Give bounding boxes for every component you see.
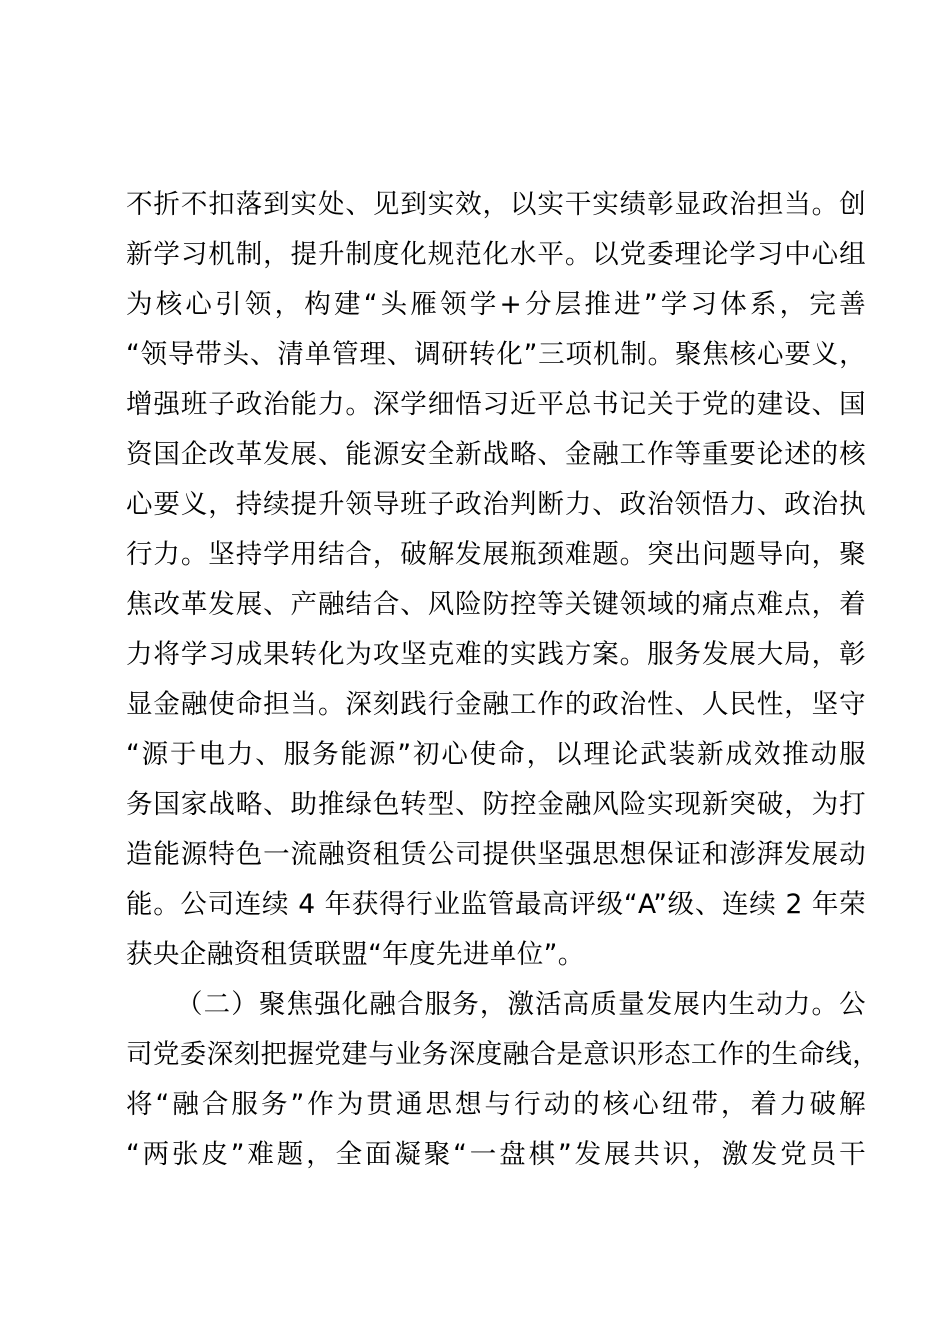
body-text xyxy=(126,180,880,1180)
text-line: 心要义，持续提升领导班子政治判断力、政治领悟力、政治执 xyxy=(126,489,866,520)
text-line: 显金融使命担当。深刻践行金融工作的政治性、人民性，坚守 xyxy=(126,689,866,720)
text-line: 行力。坚持学用结合，破解发展瓶颈难题。突出问题导向，聚 xyxy=(126,539,866,570)
text-line: “领导带头、清单管理、调研转化”三项机制。聚焦核心要义， xyxy=(126,339,866,370)
text-line: “两张皮”难题，全面凝聚“一盘棋”发展共识，激发党员干 xyxy=(126,1139,866,1170)
text-line: 资国企改革发展、能源安全新战略、金融工作等重要论述的核 xyxy=(126,439,866,470)
text-line: 能。公司连续 4 年获得行业监管最高评级“A”级、连续 2 年荣 xyxy=(126,889,866,920)
text-line: “源于电力、服务能源”初心使命，以理论武装新成效推动服 xyxy=(126,739,866,770)
section-heading-line: （二）聚焦强化融合服务，激活高质量发展内生动力。公 xyxy=(176,989,866,1020)
text-line: 造能源特色一流融资租赁公司提供坚强思想保证和澎湃发展动 xyxy=(126,839,866,870)
text-line: 将“融合服务”作为贯通思想与行动的核心纽带，着力破解 xyxy=(126,1089,866,1120)
text-line: 焦改革发展、产融结合、风险防控等关键领域的痛点难点，着 xyxy=(126,589,866,620)
text-line: 务国家战略、助推绿色转型、防控金融风险实现新突破，为打 xyxy=(126,789,866,820)
text-line: 增强班子政治能力。深学细悟习近平总书记关于党的建设、国 xyxy=(126,389,866,420)
text-line: 司党委深刻把握党建与业务深度融合是意识形态工作的生命线， xyxy=(126,1039,880,1070)
text-line: 新学习机制，提升制度化规范化水平。以党委理论学习中心组 xyxy=(126,239,866,270)
paragraph-end-line: 获央企融资租赁联盟“年度先进单位”。 xyxy=(126,939,585,970)
text-line: 不折不扣落到实处、见到实效，以实干实绩彰显政治担当。创 xyxy=(126,189,866,220)
text-line: 为核心引领，构建“头雁领学+分层推进”学习体系，完善 xyxy=(126,289,866,320)
text-line: 力将学习成果转化为攻坚克难的实践方案。服务发展大局，彰 xyxy=(126,639,866,670)
